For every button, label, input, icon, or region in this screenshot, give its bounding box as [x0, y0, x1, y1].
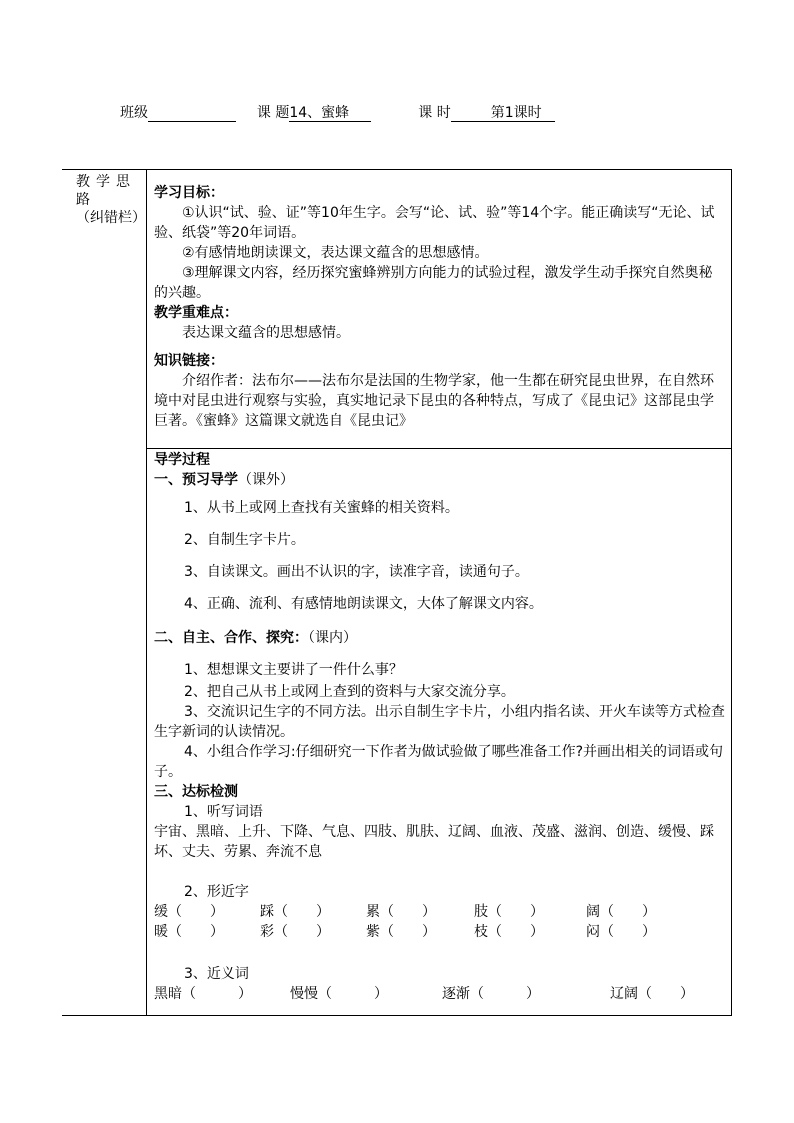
- similar-chars-label: 2、形近字: [184, 884, 249, 900]
- lesson-table: [62, 169, 732, 1015]
- key-points-title: 教学重难点：: [154, 305, 238, 321]
- period-label: 课 时: [418, 105, 451, 121]
- prestudy-item: 3、自读课文。画出不认识的字，读准字音，读通句子。: [184, 564, 529, 580]
- dictation-words: 宇宙、黑暗、上升、下降、气息、四肢、肌肤、辽阔、血液、茂盛、滋润、创造、缓慢、踩坏、丈夫、劳累、奔流不息: [154, 824, 714, 860]
- goal-item: ②有感情地朗读课文，表达课文蕴含的思想感情。: [182, 245, 489, 261]
- similar-char-item: 阔（ ）: [586, 904, 656, 920]
- knowledge-link-text: 介绍作者：法布尔——法布尔是法国的生物学家，他一生都在研究昆虫世界，在自然环境中对昆虫进行观察与实验，真实地记录下昆虫的各种特点，写成了《昆虫记》这部昆虫学巨著。《蜜蜂》这篇课文就选自《昆虫记》: [154, 373, 714, 429]
- synonym-item: 逐渐（ ）: [442, 986, 540, 1002]
- period-value: [451, 105, 555, 122]
- similar-char-item: 彩（ ）: [260, 924, 330, 940]
- goals-section: [154, 183, 726, 431]
- prestudy-item: 4、正确、流利、有感情地朗读课文，大体了解课文内容。: [184, 596, 543, 612]
- topic-value: 14、蜜蜂: [289, 105, 371, 122]
- similar-chars-row: [154, 922, 726, 942]
- goal-item: ③理解课文内容，经历探究蜜蜂辨别方向能力的试验过程，激发学生动手探究自然奥秘的兴趣。: [154, 265, 713, 301]
- prestudy-item: 2、自制生字卡片。: [184, 532, 305, 548]
- side-column-label: [76, 173, 146, 227]
- dictation-label: 1、听写词语: [184, 804, 263, 820]
- process-section: [154, 450, 726, 1004]
- key-points-text: 表达课文蕴含的思想感情。: [182, 325, 350, 341]
- side-line-1: 教学思: [76, 174, 136, 190]
- side-column-divider: [146, 169, 147, 1015]
- similar-chars-row: [154, 902, 726, 922]
- section-3-title: 三、达标检测: [154, 784, 238, 800]
- similar-char-item: 累（ ）: [366, 904, 436, 920]
- similar-char-item: 闷（ ）: [586, 924, 656, 940]
- section-1-title: 一、预习导学: [154, 472, 238, 488]
- section-2-heading: [154, 628, 726, 648]
- similar-char-item: 缓（ ）: [154, 904, 224, 920]
- period-text: 第1课时: [490, 105, 542, 121]
- inclass-item: 2、把自己从书上或网上查到的资料与大家交流分享。: [184, 684, 515, 700]
- class-label: 班级: [120, 105, 148, 121]
- synonyms-label: 3、近义词: [184, 966, 249, 982]
- class-blank: [148, 105, 236, 122]
- inclass-item: 1、想想课文主要讲了一件什么事？: [184, 662, 403, 678]
- inclass-item: 3、交流识记生字的不同方法。出示自制生字卡片，小组内指名读、开火车读等方式检查生字新词的认读情况。: [154, 704, 725, 740]
- similar-char-item: 踩（ ）: [260, 904, 330, 920]
- inclass-item: 4、小组合作学习:仔细研究一下作者为做试验做了哪些准备工作?并画出相关的词语或句子。: [154, 744, 724, 780]
- section-2-title: 二、自主、合作、探究：: [154, 630, 308, 646]
- side-line-3: （纠错栏）: [76, 210, 146, 226]
- worksheet-header: [120, 102, 555, 122]
- synonym-item: 黑暗（ ）: [154, 986, 252, 1002]
- side-line-2: 路: [76, 192, 90, 208]
- goals-title: 学习目标：: [154, 185, 224, 201]
- topic-label: 课 题: [256, 105, 290, 121]
- similar-char-item: 枝（ ）: [474, 924, 544, 940]
- knowledge-link-title: 知识链接：: [154, 353, 224, 369]
- similar-char-item: 暖（ ）: [154, 924, 224, 940]
- similar-char-item: 紫（ ）: [366, 924, 436, 940]
- synonyms-row: [154, 984, 726, 1004]
- prestudy-item: 1、从书上或网上查找有关蜜蜂的相关资料。: [184, 500, 459, 516]
- synonym-item: 慢慢（ ）: [290, 986, 388, 1002]
- synonym-item: 辽阔（ ）: [610, 986, 694, 1002]
- process-title: 导学过程: [154, 452, 210, 468]
- table-right-border: [731, 169, 732, 1015]
- section-2-note: （课内）: [308, 630, 357, 646]
- similar-char-item: 肢（ ）: [474, 904, 544, 920]
- section-1-heading: [154, 470, 726, 490]
- table-divider: [146, 448, 732, 449]
- table-top-border: [62, 169, 732, 170]
- table-bottom-border: [62, 1015, 732, 1016]
- goal-item: ①认识“试、验、证”等10年生字。会写“论、试、验”等14个字。能正确读写“无论、试验、纸袋”等20年词语。: [154, 205, 715, 241]
- section-1-note: （课外）: [238, 472, 294, 488]
